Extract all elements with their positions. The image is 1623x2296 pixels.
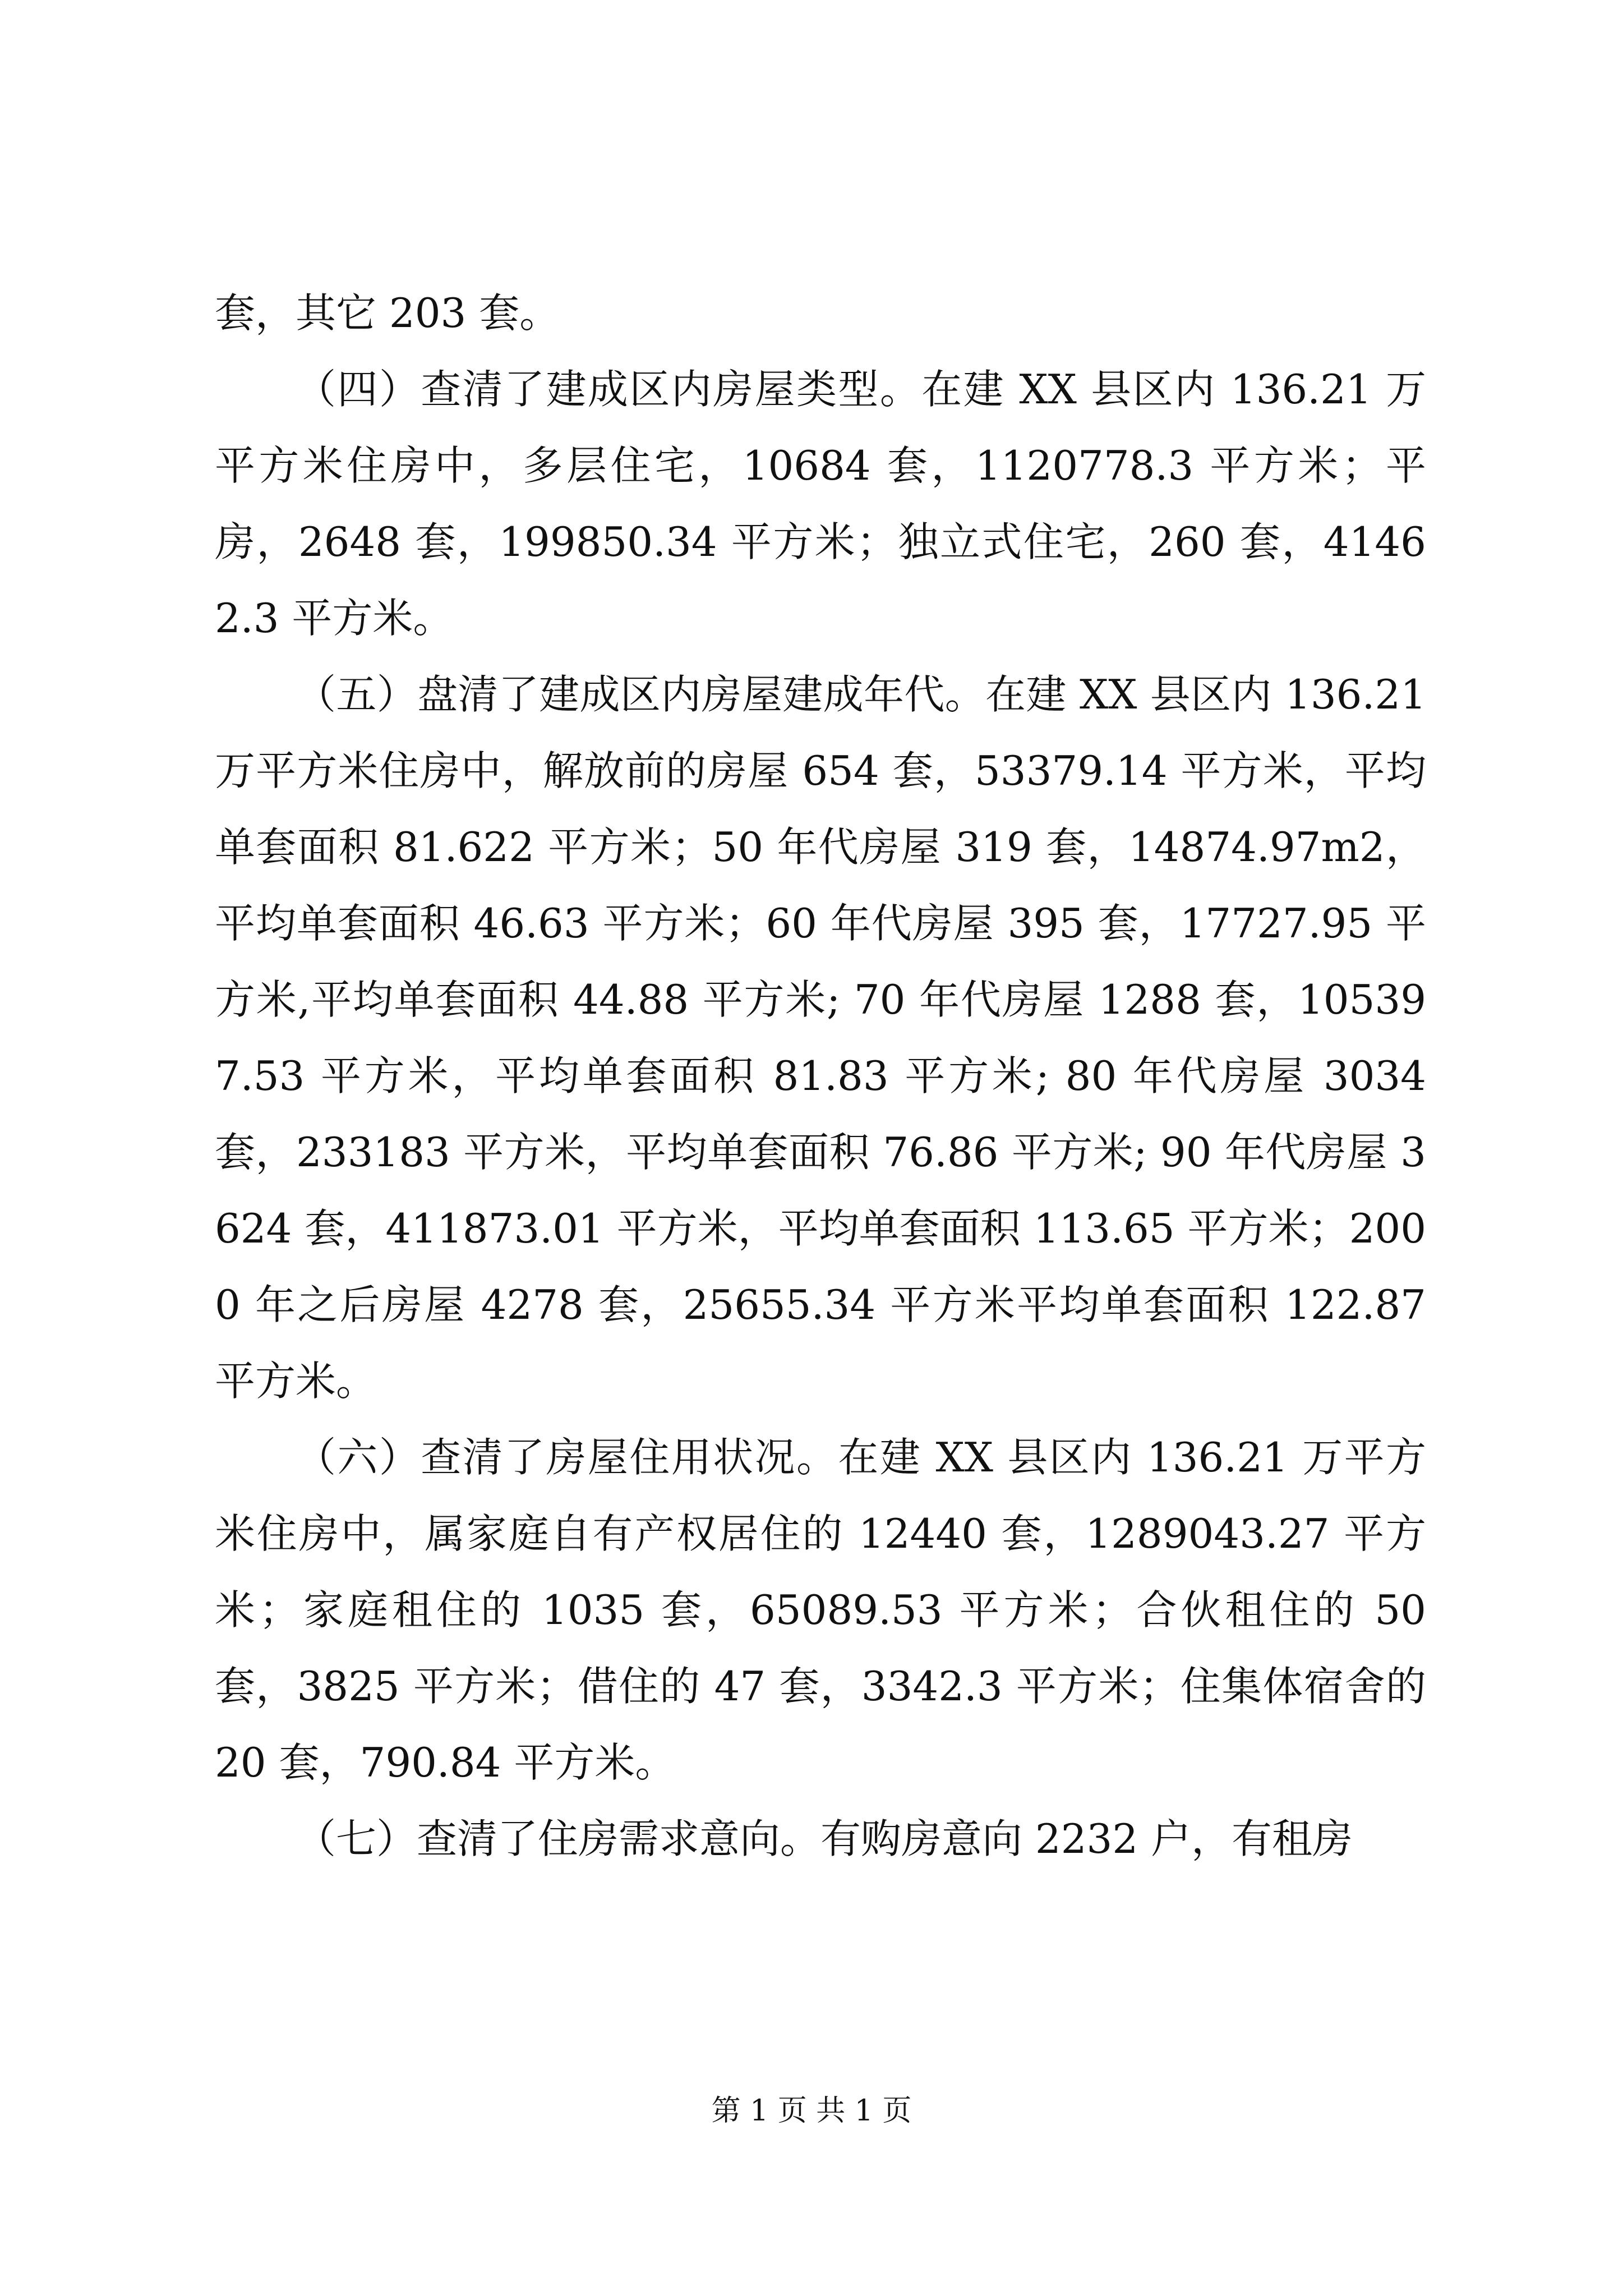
document-body [215,275,1426,1877]
paragraph-continuation: 套，其它 203 套。 [215,289,560,337]
paragraph-housing-demand: （七）查清了住房需求意向。有购房意向 2232 户，有租房 [296,1815,1353,1862]
paragraph-house-types: （四）查清了建成区内房屋类型。在建 XX 县区内 136.21 万平方米住房中，多层住宅，10684 套，1120778.3 平方米；平房，2648 套，199850.34 平方米；独立式住宅，260 套，41462.3 平方米。 [215,366,1426,642]
paragraph-construction-era: （五）盘清了建成区内房屋建成年代。在建 XX 县区内 136.21 万平方米住房中，解放前的房屋 654 套，53379.14 平方米，平均单套面积 81.622 平方米；50 年代房屋 319 套，14874.97m2，平均单套面积 46.63 平方米；60 年代房屋 395 套，17727.95 平方米,平均单套面积 44.88 平方米; 70 年代房屋 1288 套，105397.53 平方米，平均单套面积 81.83 平方米; 80 年代房屋 3034 套，233183 平方米，平均单套面积 76.86 平方米; 90 年代房屋 3624 套，411873.01 平方米，平均单套面积 113.65 平方米；2000 年之后房屋 4278 套，25655.34 平方米平均单套面积 122.87 平方米。 [215,671,1426,1405]
page-footer: 第 1 页 共 1 页 [711,2094,912,2128]
paragraph-occupancy-status: （六）查清了房屋住用状况。在建 XX 县区内 136.21 万平方米住房中，属家庭自有产权居住的 12440 套，1289043.27 平方米；家庭租住的 1035 套，65089.53 平方米；合伙租住的 50 套，3825 平方米；借住的 47 套，3342.3 平方米；住集体宿舍的 20 套，790.84 平方米。 [215,1434,1426,1786]
